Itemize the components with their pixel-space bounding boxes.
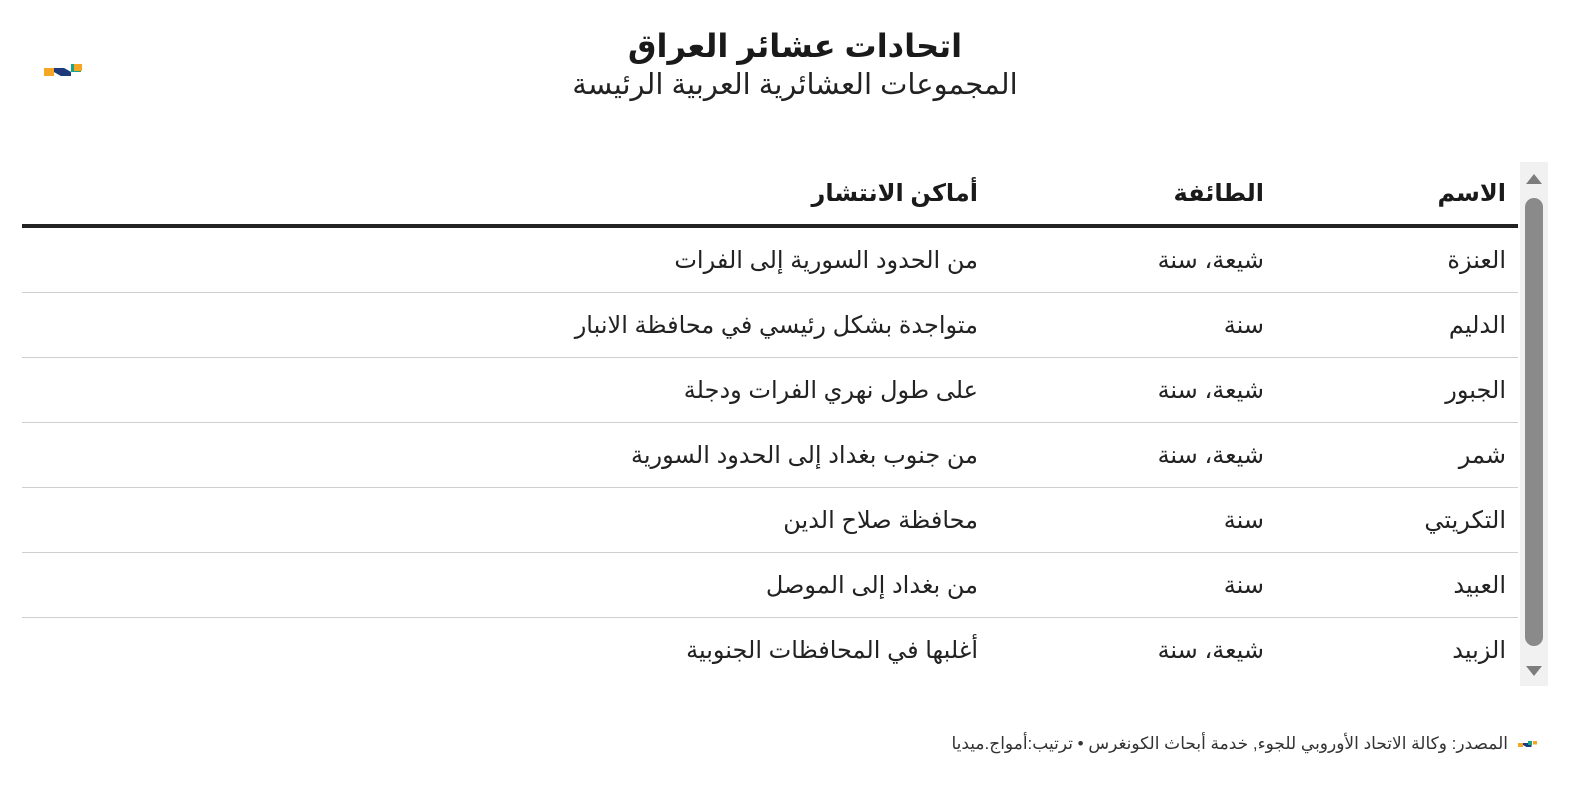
cell-locations: من جنوب بغداد إلى الحدود السورية [630,441,978,469]
table-row [22,293,1518,358]
cell-sect: شيعة، سنة [1157,441,1264,469]
cell-name: شمر [1458,441,1506,469]
page-title: اتحادات عشائر العراق [627,28,963,64]
triangle-up-icon [1526,174,1542,184]
source-footer [951,734,1538,754]
table-row [22,358,1518,423]
cell-locations: متواجدة بشكل رئيسي في محافظة الانبار [574,311,978,339]
cell-name: الجبور [1445,376,1506,404]
cell-locations: من بغداد إلى الموصل [765,571,978,599]
scroll-down-button[interactable] [1520,660,1548,682]
cell-locations: محافظة صلاح الدين [783,506,978,534]
cell-sect: سنة [1223,311,1264,339]
cell-sect: شيعة، سنة [1157,637,1264,664]
column-header-sect[interactable]: الطائفة [1173,179,1264,207]
table-header-row [22,162,1518,228]
table-row [22,488,1518,553]
amwaj-logo-icon [1518,739,1538,749]
cell-name: التكريتي [1424,506,1506,534]
cell-locations: على طول نهري الفرات ودجلة [683,376,978,404]
cell-sect: شيعة، سنة [1157,376,1264,404]
cell-sect: سنة [1223,506,1264,534]
column-header-name[interactable]: الاسم [1437,179,1506,207]
cell-locations: من الحدود السورية إلى الفرات [674,246,978,274]
tribes-table [22,162,1518,686]
table-row [22,618,1518,683]
table-scrollbar[interactable] [1520,162,1548,686]
page-subtitle: المجموعات العشائرية العربية الرئيسة [572,69,1018,101]
cell-name: العبيد [1453,571,1506,599]
column-header-locations[interactable]: أماكن الانتشار [811,179,978,207]
triangle-down-icon [1526,666,1542,676]
scrollbar-thumb[interactable] [1525,198,1543,646]
cell-name: الدليم [1448,311,1506,339]
table-row [22,423,1518,488]
scroll-up-button[interactable] [1520,168,1548,190]
cell-sect: شيعة، سنة [1157,246,1264,274]
table-row [22,553,1518,618]
table-row [22,228,1518,293]
chart-header [0,26,1590,102]
cell-name: الزبيد [1452,637,1506,664]
source-text: المصدر: وكالة الاتحاد الأوروبي للجوء, خدمة أبحاث الكونغرس • ترتيب:أمواج.ميديا [951,734,1508,753]
cell-sect: سنة [1223,571,1264,599]
cell-locations: أغلبها في المحافظات الجنوبية [686,637,978,664]
cell-name: العنزة [1447,246,1506,274]
